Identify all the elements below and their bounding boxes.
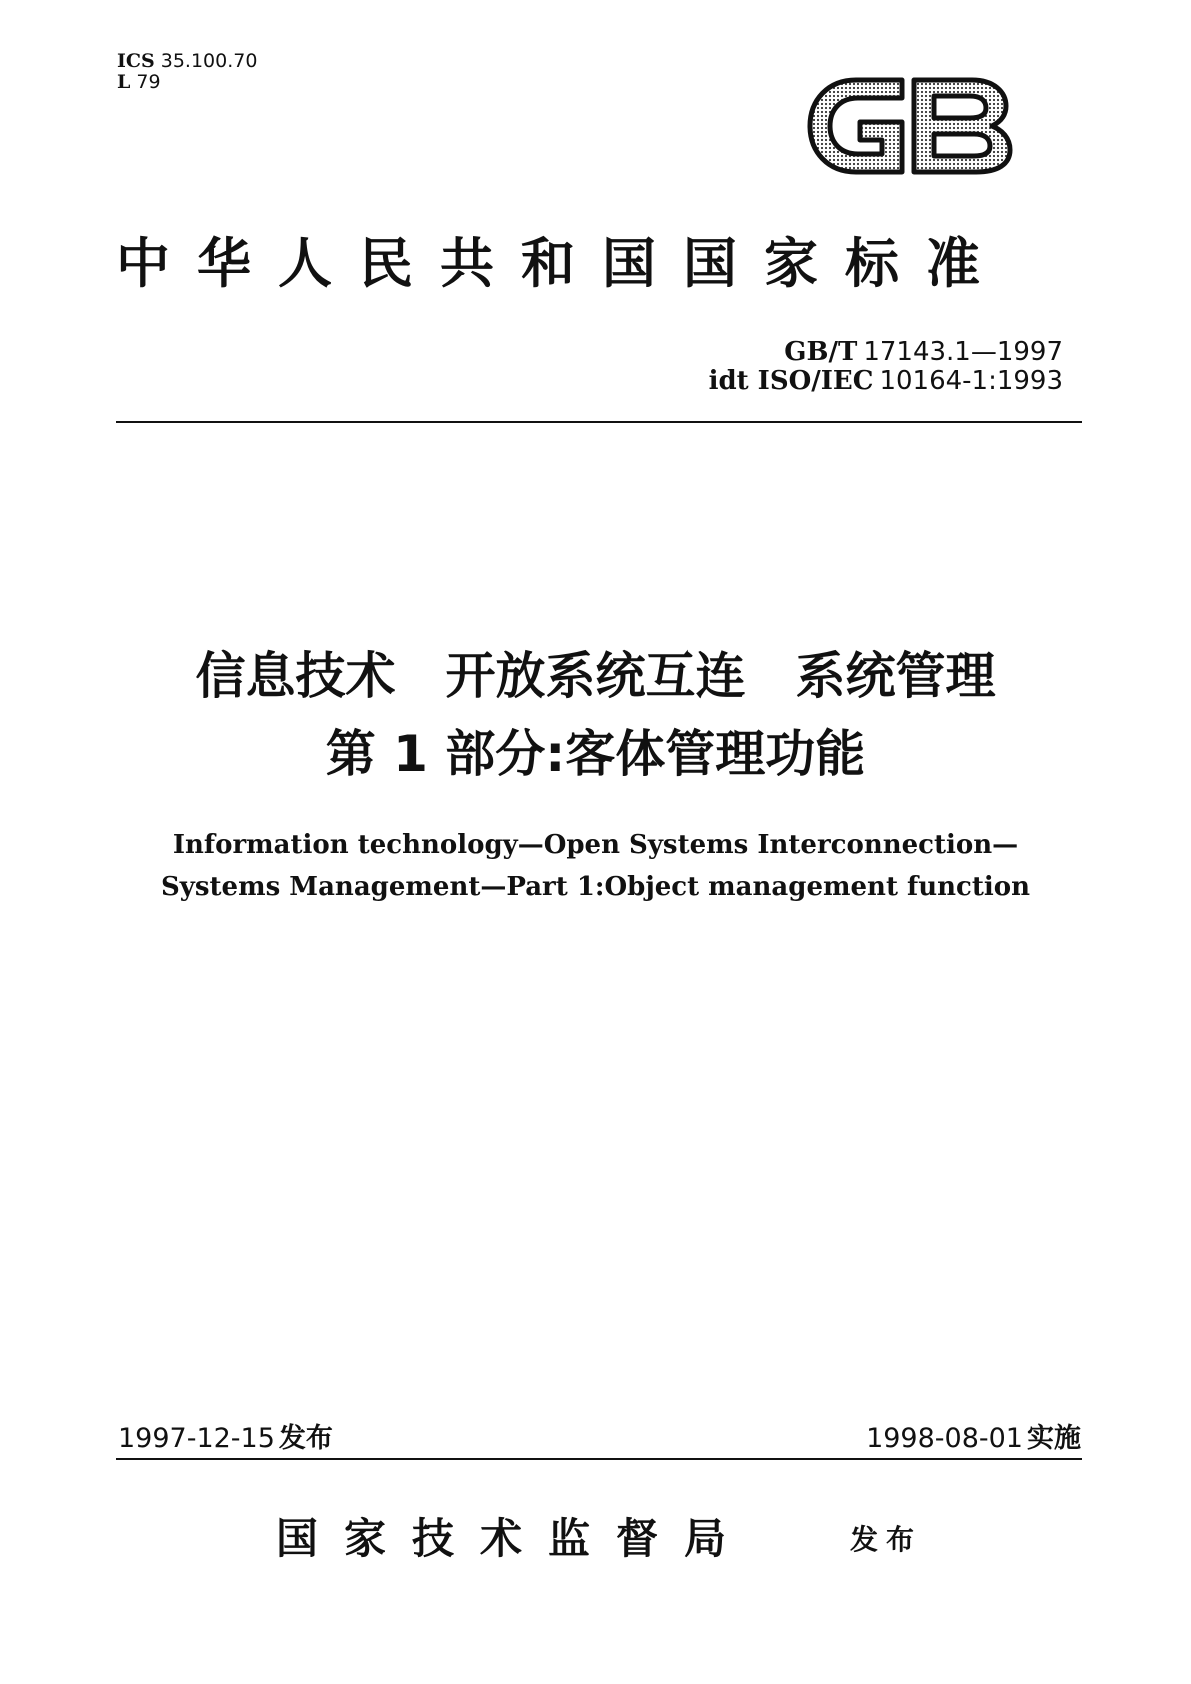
equivalent-standard-value: 10164-1:1993 bbox=[879, 366, 1063, 396]
equivalent-standard-prefix: idt ISO/IEC bbox=[708, 366, 874, 396]
publisher-name: 国家技术监督局 bbox=[276, 1514, 753, 1563]
standard-number bbox=[784, 337, 1063, 367]
national-standard-heading: 中华人民共和国国家标准 bbox=[116, 231, 1007, 295]
standard-number-value: 17143.1—1997 bbox=[863, 337, 1063, 367]
ics-code bbox=[117, 50, 257, 72]
issue-date-label: 发布 bbox=[278, 1423, 333, 1454]
standard-number-prefix: GB/T bbox=[784, 337, 858, 367]
ccs-label: L bbox=[117, 71, 131, 93]
ics-value: 35.100.70 bbox=[160, 50, 258, 72]
effective-date bbox=[866, 1422, 1081, 1456]
footer-divider bbox=[116, 1458, 1082, 1460]
issue-date-value: 1997-12-15 bbox=[118, 1423, 275, 1454]
equivalent-standard bbox=[709, 366, 1063, 396]
publisher-suffix: 发布 bbox=[850, 1523, 923, 1556]
en-title-line2: Systems Management—Part 1:Object management function bbox=[161, 872, 1030, 902]
header-divider bbox=[116, 421, 1082, 423]
cn-title-line1: 信息技术 开放系统互连 系统管理 bbox=[195, 647, 996, 705]
issue-date bbox=[118, 1422, 333, 1456]
ccs-code bbox=[117, 71, 161, 93]
cn-title-line2: 第 1 部分:客体管理功能 bbox=[325, 725, 866, 783]
en-title-line1: Information technology—Open Systems Interconnection— bbox=[172, 830, 1019, 860]
effective-date-label: 实施 bbox=[1027, 1423, 1081, 1454]
ics-label: ICS bbox=[117, 50, 155, 72]
effective-date-value: 1998-08-01 bbox=[866, 1423, 1023, 1454]
gb-logo-icon bbox=[804, 70, 1016, 182]
ccs-value: 79 bbox=[136, 71, 161, 93]
